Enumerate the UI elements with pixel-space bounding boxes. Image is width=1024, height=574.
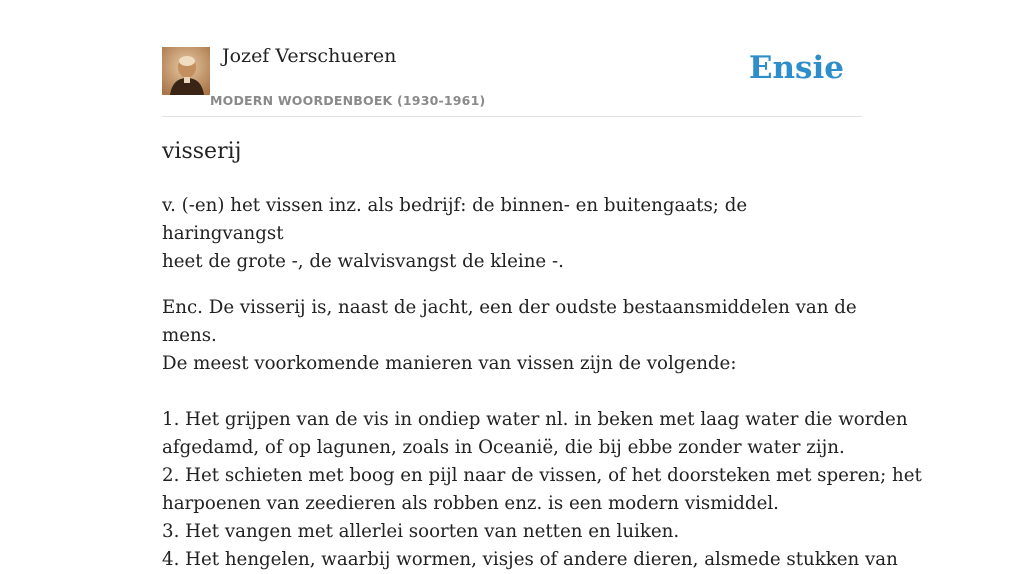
list-line: afgedamd, of op lagunen, zoals in Oceanië, die bij ebbe zonder water zijn. xyxy=(162,437,845,458)
list-line: 2. Het schieten met boog en pijl naar de vissen, of het doorsteken met speren; het xyxy=(162,465,922,486)
author-portrait-svg xyxy=(162,47,210,95)
encyclopedic-line: De meest voorkomende manieren van vissen zijn de volgende: xyxy=(162,353,737,374)
author-name[interactable]: Jozef Verschueren xyxy=(222,45,397,67)
list-line: 4. Het hengelen, waarbij wormen, visjes of andere dieren, alsmede stukken van xyxy=(162,549,898,570)
author-portrait-icon[interactable] xyxy=(162,47,210,95)
encyclopedic-line: Enc. De visserij is, naast de jacht, een der oudste bestaansmiddelen van de mens. xyxy=(162,297,857,346)
fishing-methods-list xyxy=(162,406,922,574)
list-line: 3. Het vangen met allerlei soorten van netten en luiken. xyxy=(162,521,680,542)
definition-line: v. (-en) het vissen inz. als bedrijf: de binnen- en buitengaats; de haringvangst xyxy=(162,195,748,244)
list-line: 1. Het grijpen van de vis in ondiep water nl. in beken met laag water die worden xyxy=(162,409,908,430)
header xyxy=(162,0,862,117)
ensie-logo[interactable]: Ensie xyxy=(748,50,844,86)
entry-body xyxy=(162,192,922,574)
list-line: harpoenen van zeedieren als robben enz. is een modern vismiddel. xyxy=(162,493,779,514)
entry-title: visserij xyxy=(162,139,242,164)
source-label[interactable]: MODERN WOORDENBOEK (1930-1961) xyxy=(210,93,486,108)
definition-paragraph xyxy=(162,192,862,276)
page xyxy=(162,0,922,570)
definition-line: heet de grote -, de walvisvangst de kleine -. xyxy=(162,251,564,272)
encyclopedic-paragraph xyxy=(162,294,862,378)
